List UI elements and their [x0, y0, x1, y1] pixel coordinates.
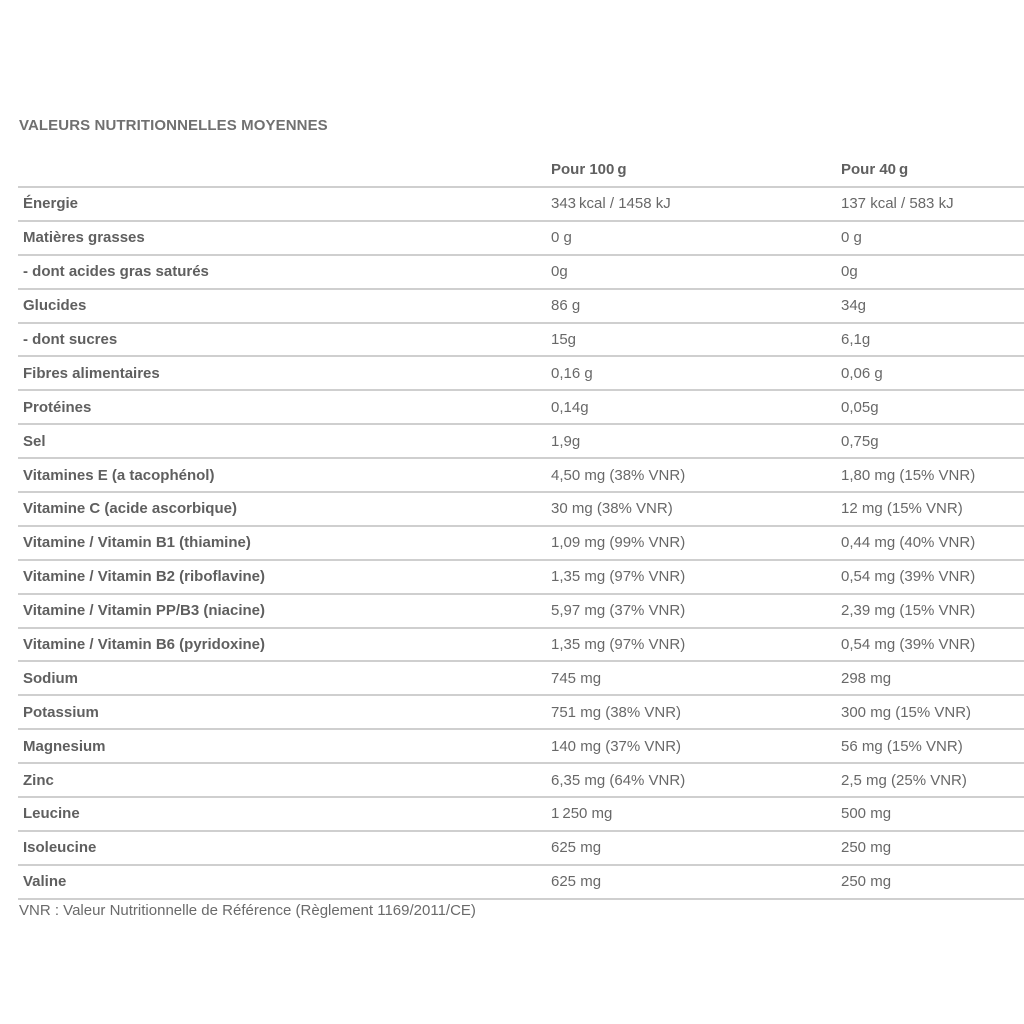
value-per-100g: 1 250 mg — [551, 805, 613, 823]
value-per-100g: 140 mg (37% VNR) — [551, 737, 682, 755]
value-per-100g: 625 mg — [551, 873, 602, 891]
value-per-40g: 2,39 mg (15% VNR) — [841, 602, 976, 620]
value-per-40g: 0,06 g — [841, 364, 883, 382]
table-body — [18, 188, 1024, 900]
value-per-100g: 343 kcal / 1458 kJ — [551, 195, 671, 213]
table-row — [18, 357, 1024, 391]
nutrient-label: Zinc — [23, 771, 54, 789]
table-row — [18, 764, 1024, 798]
table-row — [18, 188, 1024, 222]
table-row — [18, 222, 1024, 256]
table-header-row — [18, 154, 1024, 188]
value-per-40g: 250 mg — [841, 873, 892, 891]
value-per-100g: 1,09 mg (99% VNR) — [551, 534, 686, 552]
nutrient-label: Sel — [23, 432, 46, 450]
value-per-40g: 0,75g — [841, 432, 879, 450]
table-row — [18, 595, 1024, 629]
value-per-40g: 0,05g — [841, 398, 879, 416]
value-per-40g: 1,80 mg (15% VNR) — [841, 466, 976, 484]
value-per-40g: 0,54 mg (39% VNR) — [841, 636, 976, 654]
table-row — [18, 696, 1024, 730]
table-row — [18, 459, 1024, 493]
value-per-100g: 1,35 mg (97% VNR) — [551, 636, 686, 654]
value-per-100g: 5,97 mg (37% VNR) — [551, 602, 686, 620]
value-per-100g: 0,16 g — [551, 364, 593, 382]
nutrient-label: Fibres alimentaires — [23, 364, 160, 382]
nutrient-label: Vitamine / Vitamin B2 (riboflavine) — [23, 568, 266, 586]
value-per-40g: 34g — [841, 297, 867, 315]
table-row — [18, 662, 1024, 696]
nutrient-label: Énergie — [23, 195, 79, 213]
value-per-40g: 500 mg — [841, 805, 892, 823]
value-per-40g: 12 mg (15% VNR) — [841, 500, 963, 518]
value-per-100g: 0,14g — [551, 398, 589, 416]
value-per-40g: 6,1g — [841, 331, 871, 348]
nutrient-label: Matières grasses — [23, 229, 145, 247]
table-row — [18, 832, 1024, 866]
value-per-100g: 1,35 mg (97% VNR) — [551, 568, 686, 586]
nutrition-table — [18, 154, 1024, 900]
value-per-40g: 250 mg — [841, 839, 892, 857]
table-row — [18, 561, 1024, 595]
table-row — [18, 425, 1024, 459]
value-per-40g: 0 g — [841, 229, 862, 247]
table-row — [18, 290, 1024, 324]
value-per-100g: 6,35 mg (64% VNR) — [551, 771, 686, 789]
nutrient-label: Valine — [23, 873, 67, 891]
page-title: VALEURS NUTRITIONNELLES MOYENNES — [19, 117, 328, 134]
value-per-40g: 0g — [841, 263, 858, 281]
value-per-40g: 2,5 mg (25% VNR) — [841, 771, 967, 789]
value-per-100g: 625 mg — [551, 839, 602, 857]
value-per-100g: 86 g — [551, 297, 581, 315]
value-per-40g: 0,54 mg (39% VNR) — [841, 568, 976, 586]
nutrient-label: Magnesium — [23, 737, 106, 755]
table-row — [18, 256, 1024, 290]
value-per-100g: 15g — [551, 331, 577, 348]
value-per-100g: 751 mg (38% VNR) — [551, 703, 682, 721]
value-per-40g: 300 mg (15% VNR) — [841, 703, 972, 721]
nutrient-label: Vitamine C (acide ascorbique) — [23, 500, 237, 518]
table-row — [18, 391, 1024, 425]
footnote: VNR : Valeur Nutritionnelle de Référence (Règlement 1169/2011/CE) — [19, 902, 476, 919]
nutrient-label: Leucine — [23, 805, 80, 823]
nutrient-label: - dont sucres — [23, 331, 118, 348]
value-per-40g: 56 mg (15% VNR) — [841, 737, 963, 755]
table-row — [18, 493, 1024, 527]
table-row — [18, 866, 1024, 900]
value-per-100g: 0 g — [551, 229, 572, 247]
header-per-40g: Pour 40 g — [841, 160, 909, 178]
nutrient-label: - dont acides gras saturés — [23, 263, 209, 281]
nutrient-label: Glucides — [23, 297, 87, 315]
nutrient-label: Potassium — [23, 703, 99, 721]
value-per-100g: 4,50 mg (38% VNR) — [551, 466, 686, 484]
value-per-100g: 30 mg (38% VNR) — [551, 500, 673, 518]
value-per-40g: 137 kcal / 583 kJ — [841, 195, 954, 213]
nutrient-label: Vitamine / Vitamin B6 (pyridoxine) — [23, 636, 266, 654]
nutrient-label: Protéines — [23, 398, 92, 416]
table-row — [18, 324, 1024, 358]
nutrient-label: Isoleucine — [23, 839, 97, 857]
value-per-40g: 298 mg — [841, 669, 892, 687]
value-per-100g: 1,9g — [551, 432, 581, 450]
nutrient-label: Vitamine / Vitamin B1 (thiamine) — [23, 534, 251, 552]
nutrient-label: Vitamines E (a tacophénol) — [23, 466, 215, 484]
value-per-100g: 745 mg — [551, 669, 602, 687]
table-row — [18, 527, 1024, 561]
table-row — [18, 730, 1024, 764]
table-row — [18, 798, 1024, 832]
table-row — [18, 629, 1024, 663]
value-per-100g: 0g — [551, 263, 568, 281]
header-per-100g: Pour 100 g — [551, 160, 627, 178]
nutrient-label: Sodium — [23, 669, 78, 687]
value-per-40g: 0,44 mg (40% VNR) — [841, 534, 976, 552]
nutrient-label: Vitamine / Vitamin PP/B3 (niacine) — [23, 602, 266, 620]
